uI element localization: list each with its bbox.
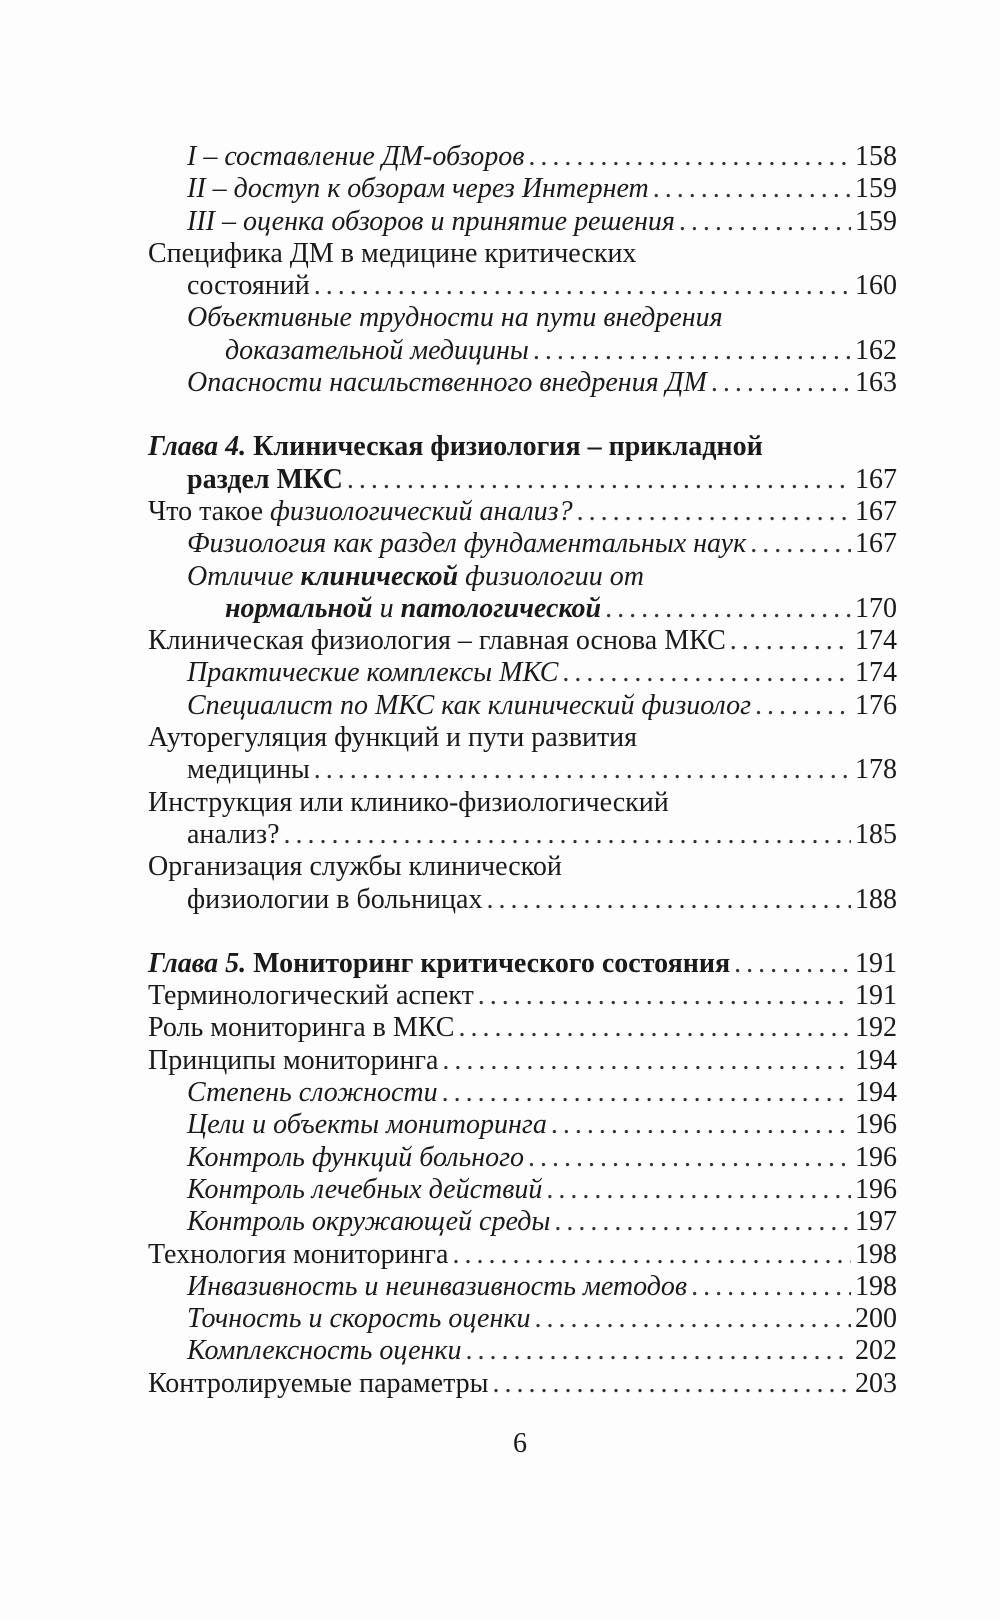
toc-page-number: 174 [855, 657, 897, 689]
toc-entry-text: Цели и объекты мониторинга [187, 1109, 547, 1141]
toc-page-number: 167 [855, 528, 897, 560]
toc-page-number: 185 [855, 818, 897, 850]
toc-page-number: 192 [855, 1012, 897, 1044]
toc-entry-text: Терминологический аспект [148, 980, 474, 1012]
dot-leader [533, 335, 851, 367]
toc-page-number: 202 [855, 1335, 897, 1367]
dot-leader [755, 690, 851, 722]
toc-entry-text: Клиническая физиология – прикладной [246, 431, 763, 463]
dot-leader [679, 206, 851, 238]
toc-entry [148, 238, 897, 270]
toc-page-number: 200 [855, 1303, 897, 1335]
toc-entry-text: Что такое [148, 495, 271, 527]
toc-page-number: 194 [855, 1077, 897, 1109]
dot-leader [730, 625, 851, 657]
toc-entry-text: Контролируемые параметры [148, 1367, 489, 1399]
toc-entry [148, 625, 897, 657]
toc-entry [148, 754, 897, 786]
toc-page-number: 167 [855, 463, 897, 495]
dot-leader [284, 819, 851, 851]
dot-leader [562, 657, 851, 689]
toc-entry-text: Контроль функций больного [187, 1141, 525, 1173]
toc-page-number: 196 [855, 1109, 897, 1141]
toc-entry [148, 690, 897, 722]
toc-entry [148, 496, 897, 528]
toc-entry [148, 819, 897, 851]
toc-entry-text: Технология мониторинга [148, 1238, 449, 1270]
toc-entry [148, 1271, 897, 1303]
dot-leader [347, 464, 851, 496]
dot-leader [546, 1174, 851, 1206]
toc-entry-text: Мониторинг критического состояния [246, 947, 731, 979]
toc-page-number: 196 [855, 1173, 897, 1205]
toc-entry-text: Отличие [187, 560, 301, 592]
toc-entry-text: Контроль окружающей среды [187, 1206, 551, 1238]
toc-entry [148, 884, 897, 916]
toc-page-number: 174 [855, 625, 897, 657]
toc-page-number: 162 [855, 334, 897, 366]
toc-entry-text: Глава 4. [148, 431, 247, 463]
toc-entry-text: II – доступ к обзорам через Интернет [187, 173, 649, 205]
toc-entry [148, 173, 897, 205]
toc-entry [148, 464, 897, 496]
toc-entry [148, 1303, 897, 1335]
toc-page-number: 196 [855, 1141, 897, 1173]
dot-leader [452, 1239, 851, 1271]
toc-entry [148, 1045, 897, 1077]
toc-page-number: 176 [855, 689, 897, 721]
toc-page-number: 197 [855, 1206, 897, 1238]
toc-page-number: 203 [855, 1367, 897, 1399]
toc-entry [148, 1174, 897, 1206]
toc-entry-text: нормальной [225, 592, 373, 624]
toc-page-number: 159 [855, 205, 897, 237]
dot-leader [653, 173, 851, 205]
toc-entry-text: Глава 5. [148, 947, 247, 979]
toc-page-number: 198 [855, 1238, 897, 1270]
toc-entry-text: физиологический анализ? [270, 495, 573, 527]
page-number: 6 [513, 1428, 527, 1459]
toc-entry-text: физиологии в больницах [187, 883, 483, 915]
toc-page-number: 194 [855, 1044, 897, 1076]
toc-chapter-heading [148, 431, 897, 463]
toc-entry-text: Ауторегуляция функций и пути развития [148, 722, 638, 754]
toc-entry-text: клинической [300, 560, 459, 592]
table-of-contents [148, 141, 897, 1400]
toc-entry [148, 657, 897, 689]
toc-page-number: 160 [855, 270, 897, 302]
toc-entry [148, 528, 897, 560]
toc-page-number: 159 [855, 173, 897, 205]
dot-leader [750, 528, 851, 560]
toc-entry-text: Инвазивность и неинвазивность методов [187, 1270, 688, 1302]
toc-entry-text: Специфика ДМ в медицине критических [148, 237, 637, 269]
toc-entry-text: Комплексность оценки [187, 1335, 462, 1367]
toc-chapter-heading [148, 948, 897, 980]
toc-entry-text: Степень сложности [187, 1077, 438, 1109]
toc-entry [148, 141, 897, 173]
toc-entry [148, 1239, 897, 1271]
toc-entry [148, 367, 897, 399]
dot-leader [528, 1142, 851, 1174]
toc-page-number: 163 [855, 367, 897, 399]
toc-entry-text: Практические комплексы МКС [187, 657, 559, 689]
toc-entry [148, 1109, 897, 1141]
toc-entry-text: Опасности насильственного внедрения ДМ [187, 367, 707, 399]
toc-entry-text: Точность и скорость оценки [187, 1303, 531, 1335]
toc-page-number: 178 [855, 754, 897, 786]
toc-entry-text: состояний [187, 270, 310, 302]
toc-entry [148, 1142, 897, 1174]
dot-leader [734, 948, 851, 980]
dot-leader [442, 1077, 851, 1109]
dot-leader [554, 1206, 851, 1238]
dot-leader [551, 1109, 851, 1141]
toc-entry [148, 787, 897, 819]
toc-page-number: 191 [855, 980, 897, 1012]
toc-entry-text: Объективные трудности на пути внедрения [187, 302, 723, 334]
dot-leader [478, 980, 851, 1012]
dot-leader [577, 496, 851, 528]
toc-entry [148, 302, 897, 334]
toc-entry [148, 851, 897, 883]
toc-entry [148, 593, 897, 625]
toc-page-number: 198 [855, 1270, 897, 1302]
toc-entry-text: Контроль лечебных действий [187, 1173, 543, 1205]
dot-leader [534, 1303, 851, 1335]
toc-entry [148, 1077, 897, 1109]
toc-page-number: 188 [855, 883, 897, 915]
dot-leader [492, 1368, 851, 1400]
dot-leader [711, 367, 851, 399]
toc-entry-text: и [372, 592, 401, 624]
toc-entry [148, 722, 897, 754]
dot-leader [314, 754, 851, 786]
toc-entry-text: медицины [187, 754, 310, 786]
toc-entry-text: I – составление ДМ-обзоров [187, 141, 525, 172]
dot-leader [605, 593, 851, 625]
toc-entry-text: раздел МКС [187, 463, 343, 495]
toc-entry [148, 206, 897, 238]
toc-entry [148, 980, 897, 1012]
toc-entry-text: Инструкция или клинико-физиологический [148, 786, 669, 818]
toc-entry-text: Клиническая физиология – главная основа МКС [148, 625, 726, 657]
toc-entry-text: Специалист по МКС как клинический физиолог [187, 689, 752, 721]
toc-entry-text: Принципы мониторинга [148, 1044, 439, 1076]
toc-entry [148, 1335, 897, 1367]
toc-entry [148, 1012, 897, 1044]
toc-page-number: 170 [855, 592, 897, 624]
dot-leader [442, 1045, 851, 1077]
toc-entry-text: доказательной медицины [225, 334, 529, 366]
toc-entry-text: физиологии от [458, 560, 644, 592]
toc-page-number: 191 [855, 947, 897, 979]
toc-entry-text: анализ? [187, 818, 280, 850]
toc-entry [148, 561, 897, 593]
toc-page-number: 167 [855, 495, 897, 527]
toc-entry-text: Роль мониторинга в МКС [148, 1012, 455, 1044]
toc-entry-text: Физиология как раздел фундаментальных наук [187, 528, 747, 560]
dot-leader [458, 1012, 851, 1044]
toc-entry [148, 1368, 897, 1400]
toc-entry [148, 1206, 897, 1238]
dot-leader [314, 270, 851, 302]
dot-leader [528, 141, 851, 173]
dot-leader [486, 884, 851, 916]
toc-entry-text: III – оценка обзоров и принятие решения [187, 205, 675, 237]
toc-entry [148, 335, 897, 367]
toc-entry-text: Организация службы клинической [148, 851, 562, 883]
dot-leader [691, 1271, 851, 1303]
dot-leader [466, 1335, 851, 1367]
toc-entry-text: патологической [400, 592, 602, 624]
toc-entry [148, 270, 897, 302]
toc-page-number: 158 [855, 141, 897, 172]
